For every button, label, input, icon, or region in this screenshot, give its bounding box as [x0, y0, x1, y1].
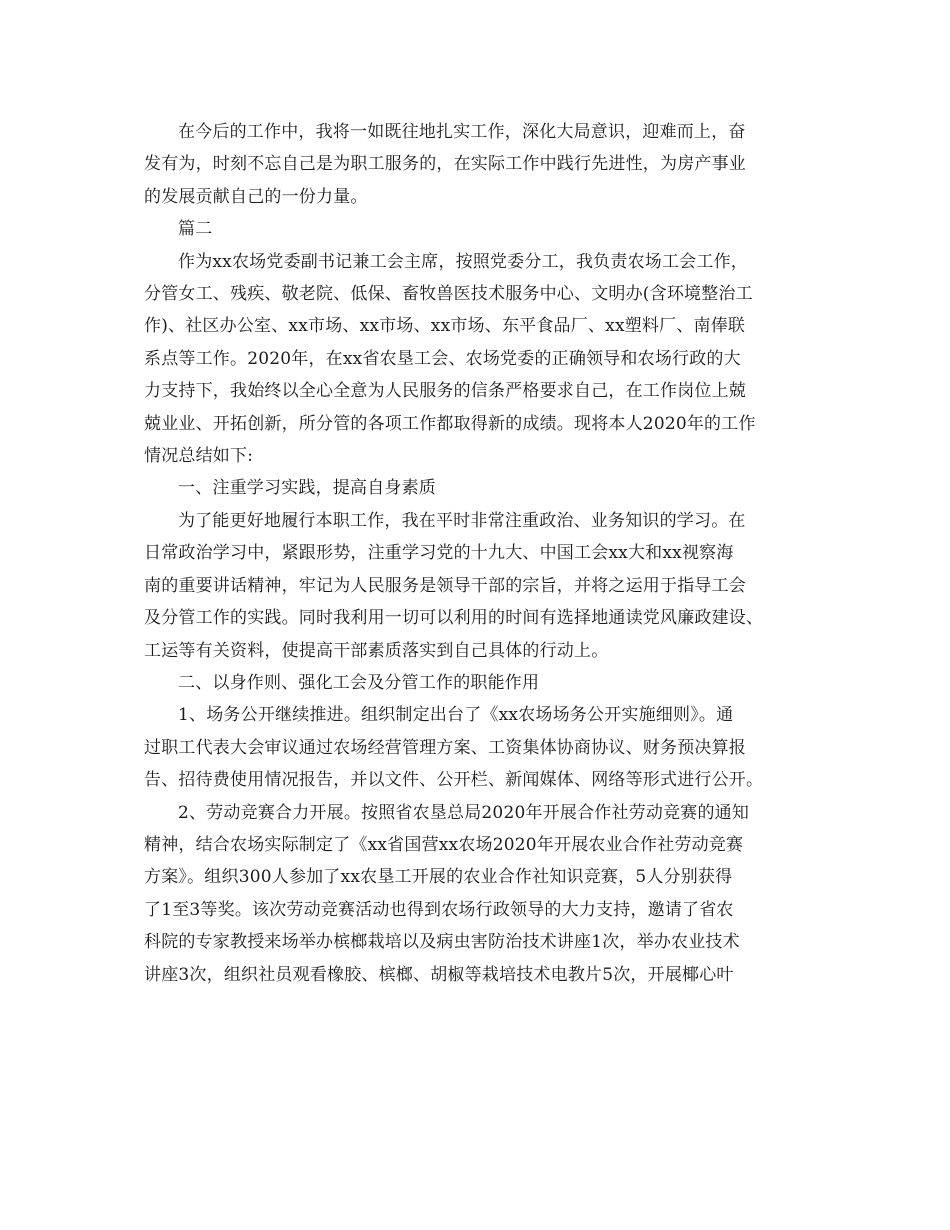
text-line: 讲座3次，组织社员观看橡胶、槟榔、胡椒等栽培技术电教片5次，开展椰心叶 — [144, 964, 734, 985]
text-line: 一、注重学习实践，提高自身素质 — [178, 478, 436, 499]
text-line: 作为xx农场党委副书记兼工会主席，按照党委分工，我负责农场工会工作， — [178, 251, 748, 272]
paragraph-affairs-disclosure — [144, 699, 808, 796]
text-line: 方案》。组织300人参加了xx农垦工开展的农业合作社知识竞赛，5人分别获得 — [144, 867, 733, 888]
text-line: 作)、社区办公室、xx市场、xx市场、xx市场、东平食品厂、xx塑料厂、南俸联 — [144, 316, 746, 337]
text-line: 科院的专家教授来场举办槟榔栽培以及病虫害防治技术讲座1次，举办农业技术 — [144, 932, 740, 953]
text-line: 了1至3等奖。该次劳动竞赛活动也得到农场行政领导的大力支持，邀请了省农 — [144, 899, 734, 920]
text-line: 分管女工、残疾、敬老院、低保、畜牧兽医技术服务中心、文明办(含环境整治工 — [144, 284, 753, 305]
text-line: 情况总结如下: — [144, 446, 254, 467]
text-line: 系点等工作。2020年，在xx省农垦工会、农场党委的正确领导和农场行政的大 — [144, 348, 741, 369]
section-heading-study — [144, 472, 808, 504]
text-line: 发有为，时刻不忘自己是为职工服务的，在实际工作中践行先进性，为房产事业 — [144, 154, 746, 175]
text-line: 日常政治学习中，紧跟形势，注重学习党的十九大、中国工会xx大和xx视察海 — [144, 543, 734, 564]
text-line: 告、招待费使用情况报告，并以文件、公开栏、新闻媒体、网络等形式进行公开。 — [144, 770, 764, 791]
text-line: 力支持下，我始终以全心全意为人民服务的信条严格要求自己，在工作岗位上兢 — [144, 381, 746, 402]
text-line: 精神，结合农场实际制定了《xx省国营xx农场2020年开展农业合作社劳动竞赛 — [144, 834, 744, 855]
text-line: 工运等有关资料，使提高干部素质落实到自己具体的行动上。 — [144, 640, 609, 661]
text-line: 过职工代表大会审议通过农场经营管理方案、工资集体协商协议、财务预决算报 — [144, 737, 746, 758]
text-line: 在今后的工作中，我将一如既往地扎实工作，深化大局意识，迎难而上，奋 — [178, 122, 746, 142]
text-line: 为了能更好地履行本职工作，我在平时非常注重政治、业务知识的学习。在 — [178, 510, 746, 531]
section-heading-part-two — [144, 213, 808, 245]
document-body — [144, 116, 808, 991]
text-line: 及分管工作的实践。同时我利用一切可以利用的时间有选择地通读党风廉政建设、 — [144, 608, 764, 629]
text-line: 1、场务公开继续推进。组织制定出台了《xx农场场务公开实施细则》。通 — [178, 705, 734, 726]
text-line: 的发展贡献自己的一份力量。 — [144, 186, 368, 207]
paragraph-closing-remarks — [144, 116, 808, 213]
section-heading-lead-by-example — [144, 667, 808, 699]
paragraph-introduction — [144, 246, 808, 473]
text-line: 篇二 — [178, 219, 213, 240]
text-line: 南的重要讲话精神，牢记为人民服务是领导干部的宗旨，并将之运用于指导工会 — [144, 575, 746, 596]
paragraph-study-practice — [144, 505, 808, 667]
text-line: 2、劳动竞赛合力开展。按照省农垦总局2020年开展合作社劳动竞赛的通知 — [178, 802, 750, 823]
paragraph-labor-competition — [144, 797, 808, 991]
text-line: 二、以身作则、强化工会及分管工作的职能作用 — [178, 672, 540, 693]
text-line: 兢业业、开拓创新，所分管的各项工作都取得新的成绩。现将本人2020年的工作 — [144, 413, 756, 434]
